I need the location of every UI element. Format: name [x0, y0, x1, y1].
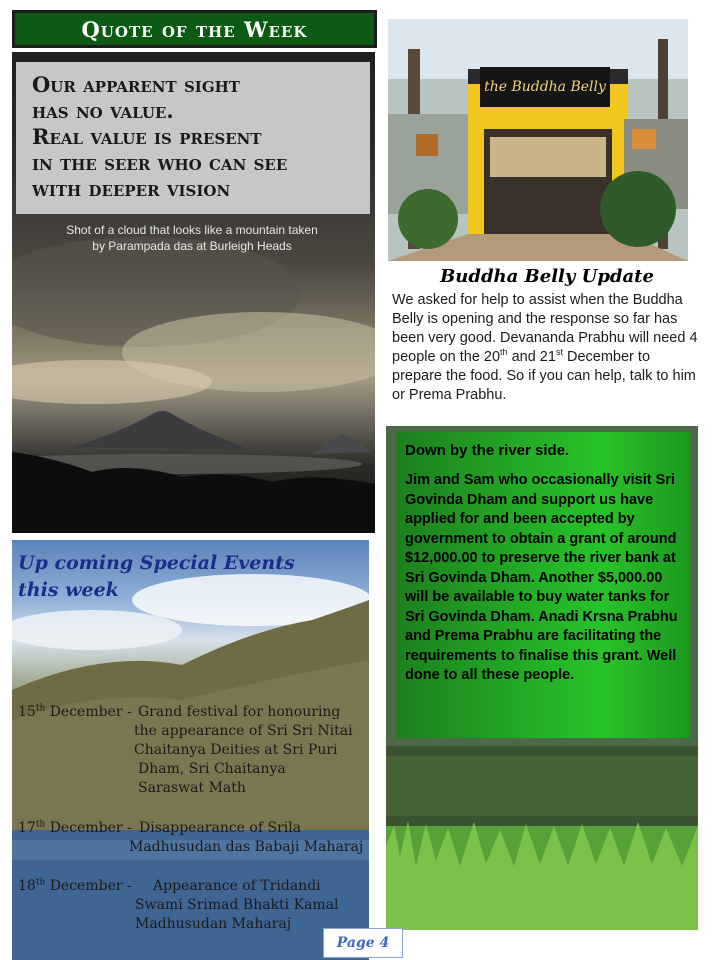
- event-item: [18, 877, 368, 937]
- quote-header-title: Quote of the Week: [81, 16, 308, 42]
- ordinal-suffix: th: [35, 819, 46, 830]
- ordinal-suffix: th: [500, 347, 508, 358]
- event-line: Madhusudan das Babaji Maharaj: [129, 839, 364, 855]
- event-description: [135, 877, 363, 934]
- page-number: Page 4: [336, 935, 390, 951]
- event-line: the appearance of Sri Sri Nitai: [134, 723, 353, 739]
- quote-text-box: [16, 62, 370, 214]
- quote-line: Real value is present: [32, 124, 262, 149]
- events-heading-line: this week: [18, 579, 119, 601]
- event-line: Saraswat Math: [138, 780, 246, 796]
- event-month: December -: [45, 704, 132, 720]
- event-line: Disappearance of Srila: [139, 820, 302, 836]
- event-month: December -: [45, 878, 132, 894]
- quote-photo-panel: [12, 52, 375, 533]
- event-description: [129, 819, 369, 857]
- page-number-tag: [323, 928, 403, 958]
- body-text: We asked for help to assist when the Buddha Belly is opening and the response so far has been very good. Devananda Prabhu will need 4 people on the 20: [392, 292, 698, 365]
- photo-caption: [32, 222, 352, 254]
- quote-header-bar: [12, 10, 377, 48]
- quote-line: in the seer who can see: [32, 150, 288, 175]
- event-day: 18: [18, 878, 36, 894]
- event-line: Dham, Sri Chaitanya: [138, 761, 286, 777]
- river-text-box: [396, 432, 690, 738]
- buddha-belly-photo: [388, 19, 688, 261]
- river-photo-panel: [386, 426, 698, 930]
- event-day: 15: [18, 704, 36, 720]
- river-body: Jim and Sam who occasionally visit Sri Govinda Dham and support us have applied for and been accepted by government to obtain a grant of around $12,000.00 to preserve the river bank at Sri Govinda Dham. Another $5,000.00 will be available to buy water tanks for Sri Govinda Dham. Anadi Krsna Prabhu and Prema Prabhu are facilitating the requirements to finalise this grant. Well done to all these people.: [405, 472, 678, 683]
- ordinal-suffix: th: [35, 703, 46, 714]
- ordinal-suffix: th: [35, 877, 46, 888]
- event-date: [18, 877, 132, 896]
- events-heading-line: Up coming Special Events: [18, 552, 295, 574]
- event-month: December -: [45, 820, 132, 836]
- river-title: Down by the river side.: [405, 442, 570, 459]
- event-item: [18, 819, 368, 859]
- event-date: [18, 819, 132, 838]
- caption-line: Shot of a cloud that looks like a mountain taken: [66, 223, 318, 237]
- quote-line: has no value.: [32, 98, 174, 123]
- event-line: Chaitanya Deities at Sri Puri: [134, 742, 338, 758]
- buddha-belly-title: Buddha Belly Update: [440, 266, 654, 287]
- shopfront-illustration: [388, 19, 688, 261]
- event-line: Madhusudan Maharaj: [135, 916, 292, 932]
- quote-line: Our apparent sight: [32, 72, 240, 97]
- caption-line: by Parampada das at Burleigh Heads: [92, 239, 292, 253]
- event-line: Swami Srimad Bhakti Kamal: [135, 897, 339, 913]
- body-text: and 21: [507, 349, 556, 365]
- event-day: 17: [18, 820, 36, 836]
- event-line: Grand festival for honouring: [138, 704, 341, 720]
- quote-line: with deeper vision: [32, 176, 231, 201]
- event-item: [18, 703, 368, 803]
- events-photo-panel: [12, 540, 369, 960]
- buddha-belly-body: [392, 291, 702, 405]
- sign-text: the Buddha Belly: [484, 79, 606, 95]
- buddha-belly-sign: [480, 67, 610, 107]
- event-description: [134, 703, 363, 798]
- events-heading: [18, 550, 295, 604]
- event-date: [18, 703, 132, 722]
- body-text: December to prepare the food. So if you can help, talk to him or Prema Prabhu.: [392, 349, 696, 403]
- ordinal-suffix: st: [555, 347, 563, 358]
- event-line: Appearance of Tridandi: [153, 878, 321, 894]
